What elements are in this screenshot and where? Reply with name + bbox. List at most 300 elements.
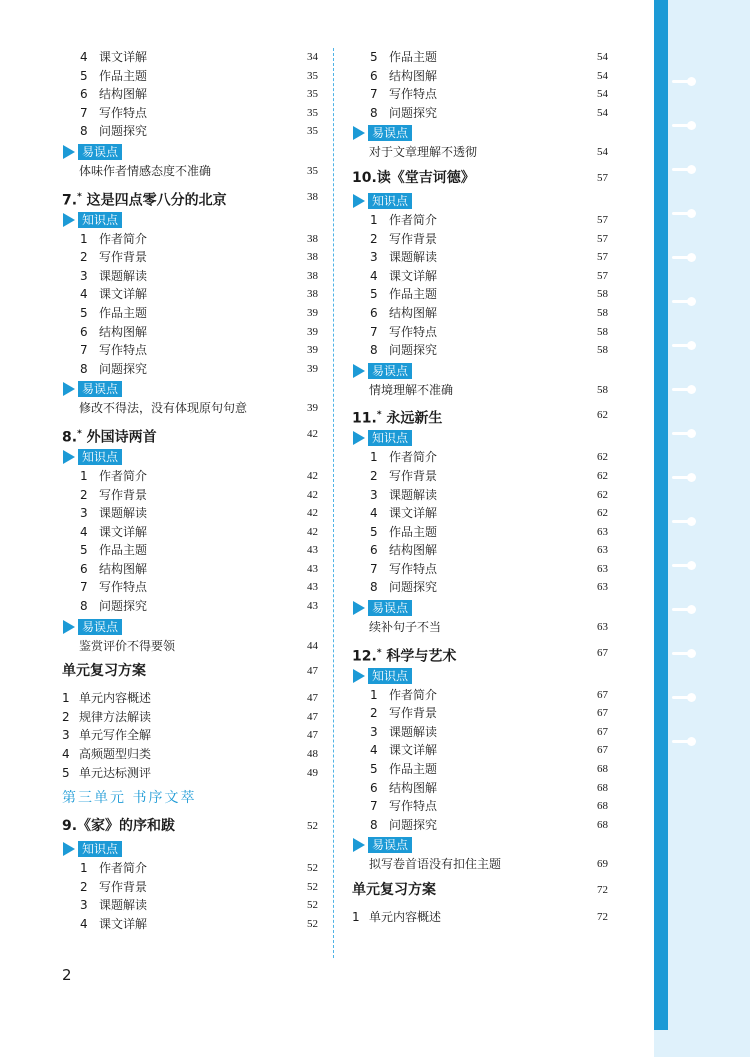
- binder-ring: [672, 168, 692, 171]
- toc-entry[interactable]: [352, 248, 608, 267]
- entry-number: 7: [370, 561, 378, 576]
- toc-entry[interactable]: [62, 637, 318, 656]
- entry-number: 4: [370, 506, 378, 521]
- entry-number: 2: [370, 231, 378, 246]
- entry-title: 作者简介: [389, 212, 438, 227]
- lesson-title-prefix: 单元复习方案: [62, 663, 146, 680]
- toc-entry[interactable]: [352, 816, 608, 835]
- entry-number: 5: [62, 765, 70, 780]
- toc-entry[interactable]: [62, 486, 318, 505]
- entry-number: 8: [80, 361, 88, 376]
- column-divider: [333, 48, 334, 958]
- play-arrow-icon: [353, 431, 365, 445]
- toc-entry[interactable]: [352, 381, 608, 400]
- entry-number: 8: [370, 343, 378, 358]
- entry-title: 作者简介: [99, 861, 148, 876]
- lesson-title[interactable]: [62, 814, 318, 838]
- binder-ring: [672, 256, 692, 259]
- entry-page: 54: [597, 146, 608, 159]
- unit-heading-text: 第三单元 书序文萃: [62, 790, 197, 807]
- binder-ring: [672, 124, 692, 127]
- entry-page: 42: [307, 488, 318, 501]
- entry-page: 47: [307, 729, 318, 742]
- entry-page: 52: [307, 880, 318, 893]
- entry-page: 62: [597, 469, 608, 482]
- play-arrow-icon: [353, 838, 365, 852]
- lesson-page: 52: [307, 820, 318, 833]
- section-tag: [352, 429, 608, 447]
- play-arrow-icon: [63, 213, 75, 227]
- lesson-title[interactable]: [62, 422, 318, 446]
- entry-number: 5: [370, 287, 378, 302]
- entry-title: 课题解读: [99, 898, 148, 913]
- entry-page: 57: [597, 232, 608, 245]
- binder-ring: [672, 300, 692, 303]
- binder-ring: [672, 388, 692, 391]
- entry-title: 作者简介: [389, 687, 438, 702]
- self-study-mark: *: [77, 191, 82, 202]
- entry-number: 1: [62, 691, 70, 706]
- entry-title: 课文详解: [389, 268, 438, 283]
- toc-entry[interactable]: [62, 745, 318, 764]
- toc-entry[interactable]: [352, 267, 608, 286]
- entry-title: 体味作者情感态度不准确: [79, 163, 212, 178]
- entry-page: 67: [597, 744, 608, 757]
- entry-page: 52: [307, 899, 318, 912]
- toc-entry[interactable]: [352, 285, 608, 304]
- entry-number: 6: [80, 561, 88, 576]
- play-arrow-icon: [63, 145, 75, 159]
- entry-page: 47: [307, 692, 318, 705]
- binder-ring: [672, 608, 692, 611]
- section-tag: [62, 448, 318, 466]
- toc-entry[interactable]: [352, 85, 608, 104]
- entry-page: 62: [597, 507, 608, 520]
- toc-entry[interactable]: [62, 162, 318, 181]
- entry-page: 54: [597, 51, 608, 63]
- entry-title: 课文详解: [99, 524, 148, 539]
- toc-entry[interactable]: [352, 467, 608, 486]
- binder-ring: [672, 696, 692, 699]
- toc-entry[interactable]: [352, 541, 608, 560]
- toc-entry[interactable]: [352, 67, 608, 86]
- entry-number: 8: [370, 817, 378, 832]
- entry-page: 35: [307, 69, 318, 82]
- entry-page: 35: [307, 88, 318, 101]
- toc-entry[interactable]: [62, 578, 318, 597]
- toc-entry[interactable]: [62, 896, 318, 915]
- entry-page: 35: [307, 106, 318, 119]
- lesson-title[interactable]: [62, 659, 318, 683]
- toc-entry[interactable]: [352, 504, 608, 523]
- lesson-page: 38: [307, 190, 318, 203]
- toc-entry[interactable]: [62, 560, 318, 579]
- entry-title: 写作背景: [389, 231, 438, 246]
- toc-entry[interactable]: [62, 323, 318, 342]
- entry-page: 42: [307, 525, 318, 538]
- lesson-title-prefix: 8.: [62, 429, 78, 446]
- section-tag-label: 易误点: [78, 619, 122, 635]
- entry-page: 68: [597, 763, 608, 776]
- entry-number: 5: [80, 68, 88, 83]
- toc-entry[interactable]: [62, 859, 318, 878]
- entry-title: 课文详解: [389, 743, 438, 758]
- toc-entry[interactable]: [62, 399, 318, 418]
- toc-entry[interactable]: [352, 323, 608, 342]
- entry-number: 6: [370, 543, 378, 558]
- side-tab-strip: [654, 0, 668, 1030]
- section-tag-label: 知识点: [368, 668, 412, 684]
- entry-title: 课文详解: [389, 506, 438, 521]
- entry-title: 作品主题: [99, 68, 148, 83]
- section-tag-label: 知识点: [78, 841, 122, 857]
- lesson-title[interactable]: [352, 878, 608, 902]
- entry-page: 54: [597, 106, 608, 119]
- entry-title: 拟写卷首语没有扣住主题: [369, 857, 502, 872]
- entry-page: 52: [307, 918, 318, 930]
- entry-title: 写作特点: [389, 799, 438, 814]
- entry-number: 5: [370, 762, 378, 777]
- entry-page: 63: [597, 581, 608, 594]
- section-tag-label: 易误点: [368, 125, 412, 141]
- entry-page: 38: [307, 251, 318, 264]
- entry-title: 结构图解: [99, 87, 148, 102]
- entry-page: 39: [307, 325, 318, 338]
- lesson-title[interactable]: [352, 641, 608, 665]
- toc-entry[interactable]: [352, 741, 608, 760]
- entry-title: 高频题型归类: [79, 747, 152, 762]
- entry-page: 58: [597, 306, 608, 319]
- entry-number: 2: [370, 706, 378, 721]
- entry-number: 7: [370, 799, 378, 814]
- entry-page: 63: [597, 525, 608, 538]
- toc-column-left: [62, 48, 318, 934]
- toc-entry[interactable]: [352, 908, 608, 927]
- lesson-title-prefix: 9.《家》的序和跋: [62, 818, 176, 835]
- lesson-title-prefix: 10.读《堂吉诃德》: [352, 169, 475, 186]
- toc-entry[interactable]: [352, 523, 608, 542]
- section-tag-label: 易误点: [78, 381, 122, 397]
- lesson-title[interactable]: [62, 185, 318, 209]
- binder-ring: [672, 476, 692, 479]
- entry-title: 单元写作全解: [79, 728, 152, 743]
- entry-number: 6: [370, 68, 378, 83]
- entry-page: 35: [307, 125, 318, 138]
- section-tag: [352, 192, 608, 210]
- toc-entry[interactable]: [62, 915, 318, 934]
- toc-entry[interactable]: [62, 104, 318, 123]
- entry-number: 6: [80, 324, 88, 339]
- entry-number: 5: [80, 543, 88, 558]
- toc-entry[interactable]: [352, 686, 608, 705]
- toc-entry[interactable]: [62, 304, 318, 323]
- play-arrow-icon: [353, 364, 365, 378]
- entry-page: 39: [307, 306, 318, 319]
- entry-number: 3: [80, 506, 88, 521]
- entry-title: 问题探究: [99, 124, 148, 139]
- section-tag-label: 易误点: [368, 837, 412, 853]
- entry-title: 结构图解: [389, 305, 438, 320]
- section-tag-label: 易误点: [78, 144, 122, 160]
- entry-title: 作品主题: [389, 50, 438, 64]
- toc-entry[interactable]: [62, 248, 318, 267]
- entry-title: 写作特点: [389, 561, 438, 576]
- toc-entry[interactable]: [62, 360, 318, 379]
- lesson-page: 62: [597, 409, 608, 422]
- entry-number: 1: [80, 468, 88, 483]
- entry-title: 课题解读: [389, 250, 438, 265]
- entry-title: 单元内容概述: [369, 910, 442, 924]
- entry-number: 4: [80, 50, 88, 64]
- self-study-mark: *: [376, 410, 382, 421]
- entry-page: 62: [597, 451, 608, 464]
- entry-title: 写作特点: [99, 105, 148, 120]
- toc-entry[interactable]: [62, 267, 318, 286]
- entry-page: 72: [597, 911, 608, 923]
- entry-number: 7: [370, 324, 378, 339]
- entry-number: 8: [370, 580, 378, 595]
- toc-entry[interactable]: [352, 779, 608, 798]
- toc-entry[interactable]: [62, 764, 318, 783]
- entry-title: 问题探究: [389, 105, 438, 120]
- entry-number: 4: [80, 917, 88, 931]
- entry-page: 58: [597, 383, 608, 396]
- entry-number: 1: [370, 212, 378, 227]
- toc-entry[interactable]: [62, 341, 318, 360]
- toc-entry[interactable]: [352, 143, 608, 162]
- section-tag: [352, 667, 608, 685]
- entry-page: 63: [597, 621, 608, 634]
- entry-number: 6: [370, 780, 378, 795]
- entry-number: 7: [370, 87, 378, 102]
- section-tag-label: 易误点: [368, 363, 412, 379]
- entry-title: 课题解读: [99, 268, 148, 283]
- lesson-title[interactable]: [352, 403, 608, 427]
- entry-page: 58: [597, 325, 608, 338]
- entry-page: 62: [597, 488, 608, 501]
- entry-number: 2: [80, 879, 88, 894]
- entry-number: 1: [370, 450, 378, 465]
- toc-entry[interactable]: [62, 523, 318, 542]
- lesson-title[interactable]: [352, 166, 608, 190]
- binder-ring: [672, 564, 692, 567]
- toc-entry[interactable]: [352, 578, 608, 597]
- entry-page: 42: [307, 507, 318, 520]
- toc-entry[interactable]: [352, 104, 608, 123]
- entry-page: 68: [597, 800, 608, 813]
- entry-title: 写作特点: [99, 343, 148, 358]
- entry-page: 57: [597, 213, 608, 226]
- entry-title: 结构图解: [99, 324, 148, 339]
- lesson-title-prefix: 12.: [352, 648, 377, 665]
- entry-title: 结构图解: [389, 68, 438, 83]
- entry-number: 8: [80, 124, 88, 139]
- lesson-title-prefix: 单元复习方案: [352, 882, 436, 898]
- section-tag-label: 易误点: [368, 600, 412, 616]
- play-arrow-icon: [353, 669, 365, 683]
- toc-entry[interactable]: [352, 797, 608, 816]
- toc-entry[interactable]: [62, 230, 318, 249]
- toc-entry[interactable]: [62, 67, 318, 86]
- toc-entry[interactable]: [352, 341, 608, 360]
- entry-title: 作者简介: [99, 231, 148, 246]
- toc-entry[interactable]: [352, 560, 608, 579]
- toc-entry[interactable]: [352, 760, 608, 779]
- toc-entry[interactable]: [62, 689, 318, 708]
- toc-entry[interactable]: [62, 467, 318, 486]
- entry-title: 写作特点: [389, 87, 438, 102]
- toc-entry[interactable]: [62, 541, 318, 560]
- entry-title: 问题探究: [389, 343, 438, 358]
- entry-title: 课文详解: [99, 287, 148, 302]
- entry-title: 情境理解不准确: [369, 382, 454, 397]
- entry-page: 49: [307, 766, 318, 779]
- entry-title: 问题探究: [389, 580, 438, 595]
- section-tag: [352, 599, 608, 617]
- section-tag: [62, 840, 318, 858]
- entry-number: 6: [370, 305, 378, 320]
- entry-page: 39: [307, 402, 318, 415]
- entry-page: 67: [597, 707, 608, 720]
- entry-title: 修改不得法，没有体现原句句意: [79, 401, 248, 416]
- lesson-page: 72: [597, 884, 608, 896]
- binder-ring: [672, 344, 692, 347]
- entry-title: 课题解读: [99, 506, 148, 521]
- entry-number: 3: [370, 724, 378, 739]
- entry-number: 8: [80, 599, 88, 614]
- entry-page: 43: [307, 562, 318, 575]
- play-arrow-icon: [353, 601, 365, 615]
- toc-entry[interactable]: [352, 486, 608, 505]
- entry-title: 课文详解: [99, 917, 148, 931]
- play-arrow-icon: [353, 194, 365, 208]
- toc-entry[interactable]: [62, 122, 318, 141]
- entry-page: 63: [597, 544, 608, 557]
- binder-ring: [672, 652, 692, 655]
- section-tag-label: 知识点: [78, 212, 122, 228]
- entry-number: 1: [80, 231, 88, 246]
- entry-page: 43: [307, 600, 318, 613]
- lesson-page: 67: [597, 646, 608, 659]
- entry-page: 39: [307, 344, 318, 357]
- toc-entry[interactable]: [62, 285, 318, 304]
- entry-page: 34: [307, 51, 318, 63]
- binder-ring: [672, 80, 692, 83]
- entry-number: 8: [370, 105, 378, 120]
- lesson-title-name: 科学与艺术: [381, 648, 457, 665]
- play-arrow-icon: [63, 620, 75, 634]
- toc-entry[interactable]: [62, 708, 318, 727]
- lesson-title-prefix: 11.: [352, 410, 377, 427]
- lesson-title-prefix: 7.: [62, 192, 78, 209]
- entry-title: 写作背景: [389, 706, 438, 721]
- binder-ring: [672, 520, 692, 523]
- entry-title: 写作特点: [99, 580, 148, 595]
- entry-title: 作者简介: [389, 450, 438, 465]
- entry-title: 课文详解: [99, 50, 148, 64]
- entry-page: 39: [307, 362, 318, 375]
- toc-entry[interactable]: [352, 48, 608, 67]
- section-tag: [352, 836, 608, 854]
- toc-entry[interactable]: [352, 211, 608, 230]
- entry-title: 结构图解: [389, 543, 438, 558]
- section-tag: [62, 380, 318, 398]
- entry-number: 1: [370, 687, 378, 702]
- entry-number: 2: [80, 487, 88, 502]
- entry-page: 63: [597, 562, 608, 575]
- entry-title: 问题探究: [99, 361, 148, 376]
- entry-title: 结构图解: [389, 780, 438, 795]
- binder-ring: [672, 432, 692, 435]
- toc-entry[interactable]: [62, 878, 318, 897]
- toc-entry[interactable]: [62, 48, 318, 67]
- entry-title: 鉴赏评价不得要领: [79, 638, 176, 653]
- toc-entry[interactable]: [352, 618, 608, 637]
- entry-number: 4: [370, 268, 378, 283]
- entry-page: 42: [307, 469, 318, 482]
- section-tag-label: 知识点: [368, 193, 412, 209]
- play-arrow-icon: [63, 450, 75, 464]
- toc-entry[interactable]: [352, 704, 608, 723]
- entry-number: 7: [80, 343, 88, 358]
- entry-number: 3: [370, 487, 378, 502]
- entry-title: 对于文章理解不透彻: [369, 145, 478, 160]
- entry-page: 38: [307, 232, 318, 245]
- entry-title: 作品主题: [99, 543, 148, 558]
- entry-page: 58: [597, 344, 608, 357]
- entry-title: 作者简介: [99, 468, 148, 483]
- binder-ring: [672, 740, 692, 743]
- entry-number: 1: [80, 861, 88, 876]
- lesson-title-name: 这是四点零八分的北京: [81, 192, 227, 209]
- entry-number: 6: [80, 87, 88, 102]
- toc-entry[interactable]: [62, 726, 318, 745]
- entry-title: 续补句子不当: [369, 620, 442, 635]
- lesson-page: 42: [307, 427, 318, 440]
- section-tag-label: 知识点: [368, 430, 412, 446]
- entry-title: 作品主题: [389, 524, 438, 539]
- toc-entry[interactable]: [352, 723, 608, 742]
- entry-page: 43: [307, 544, 318, 557]
- unit-heading[interactable]: [62, 786, 318, 810]
- section-tag: [352, 362, 608, 380]
- entry-title: 问题探究: [389, 817, 438, 832]
- toc-entry[interactable]: [352, 855, 608, 874]
- toc-entry[interactable]: [352, 230, 608, 249]
- entry-page: 57: [597, 269, 608, 282]
- self-study-mark: *: [77, 428, 82, 439]
- entry-page: 58: [597, 288, 608, 301]
- entry-number: 7: [80, 580, 88, 595]
- toc-entry[interactable]: [62, 597, 318, 616]
- toc-entry[interactable]: [352, 448, 608, 467]
- entry-page: 68: [597, 781, 608, 794]
- lesson-page: 57: [597, 171, 608, 184]
- entry-number: 3: [80, 898, 88, 913]
- toc-entry[interactable]: [62, 85, 318, 104]
- entry-page: 54: [597, 88, 608, 101]
- toc-entry[interactable]: [62, 504, 318, 523]
- page-number: 2: [62, 966, 72, 984]
- play-arrow-icon: [63, 382, 75, 396]
- entry-title: 课题解读: [389, 724, 438, 739]
- entry-page: 44: [307, 639, 318, 652]
- entry-title: 单元内容概述: [79, 691, 152, 706]
- toc-entry[interactable]: [352, 304, 608, 323]
- entry-title: 写作背景: [389, 468, 438, 483]
- entry-number: 3: [80, 268, 88, 283]
- entry-number: 3: [62, 728, 70, 743]
